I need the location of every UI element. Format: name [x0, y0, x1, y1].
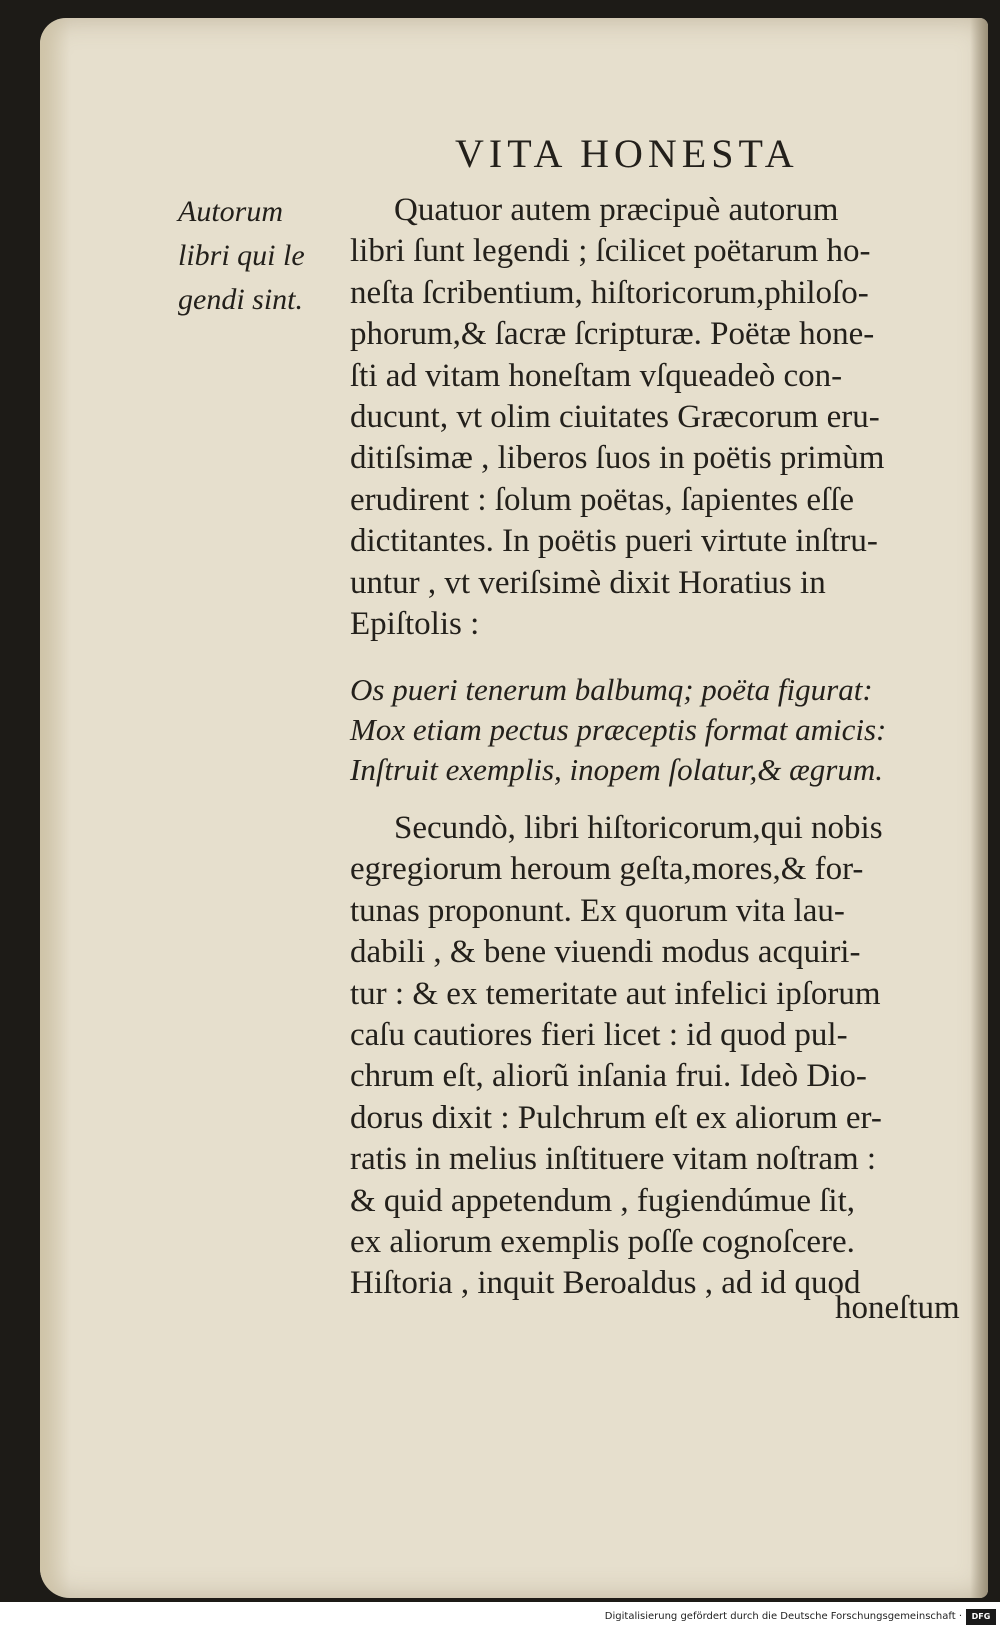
funding-notice: Digitalisierung gefördert durch die Deutsche Forschungsgemeinschaft ·: [604, 1611, 962, 1622]
text-line: dabili , & bene viuendi modus acquiri-: [350, 934, 861, 971]
marginal-note-line: libri qui le: [178, 239, 305, 272]
text-line: ſti ad vitam honeſtam vſqueadeò con-: [350, 357, 843, 394]
paragraph-1: [350, 190, 980, 645]
text-line: egregiorum heroum geſta,mores,& for-: [350, 851, 864, 888]
text-line: untur , vt veriſsimè dixit Horatius in: [350, 564, 826, 601]
text-line: libri ſunt legendi ; ſcilicet poëtarum ho-: [350, 233, 871, 270]
text-line: tunas proponunt. Ex quorum vita lau-: [350, 892, 845, 929]
dfg-logo: DFG: [966, 1609, 996, 1625]
verse-line: Inſtruit exemplis, inopem ſolatur,& ægrum.: [350, 752, 884, 787]
verse-line: Mox etiam pectus præceptis format amicis:: [350, 712, 887, 747]
text-line: caſu cautiores fieri licet : id quod pul-: [350, 1017, 848, 1054]
text-line: ducunt, vt olim ciuitates Græcorum eru-: [350, 399, 880, 436]
marginal-note-line: Autorum: [178, 195, 283, 228]
text-line: & quid appetendum , fugiendúmue ſit,: [350, 1182, 855, 1219]
text-line: chrum eſt, aliorũ inſania frui. Ideò Dio-: [350, 1058, 867, 1095]
text-line: Hiſtoria , inquit Beroaldus , ad id quod: [350, 1265, 861, 1302]
catchword: honeſtum: [835, 1290, 960, 1326]
text-line: ratis in melius inſtituere vitam noſtram :: [350, 1141, 877, 1178]
marginal-note: [178, 190, 348, 322]
text-line: Epiſtolis :: [350, 606, 480, 643]
text-line: ex aliorum exemplis poſſe cognoſcere.: [350, 1224, 855, 1261]
text-line: phorum,& ſacræ ſcripturæ. Poëtæ hone-: [350, 316, 875, 353]
text-line: dictitantes. In poëtis pueri virtute inſtru-: [350, 523, 878, 560]
text-line: dorus dixit : Pulchrum eſt ex aliorum er-: [350, 1099, 882, 1136]
text-line: ditiſsimæ , liberos ſuos in poëtis primùm: [350, 440, 885, 477]
digitization-footer: [0, 1602, 1000, 1632]
paragraph-2: [350, 808, 990, 1305]
verse-quotation: [350, 670, 990, 790]
text-line: neſta ſcribentium, hiſtoricorum,philoſo-: [350, 274, 869, 311]
verse-line: Os pueri tenerum balbumq; poëta figurat:: [350, 672, 873, 707]
marginal-note-line: gendi sint.: [178, 283, 303, 316]
text-line: Secundò, libri hiſtoricorum,qui nobis: [394, 810, 883, 846]
text-line: erudirent : ſolum poëtas, ſapientes eſſe: [350, 481, 855, 518]
page-edge-shadow-left: [40, 18, 70, 1598]
text-line: Quatuor autem præcipuè autorum: [394, 192, 839, 228]
running-head: VITA HONESTA: [455, 131, 799, 176]
text-line: tur : & ex temeritate aut infelici ipſorum: [350, 975, 881, 1012]
